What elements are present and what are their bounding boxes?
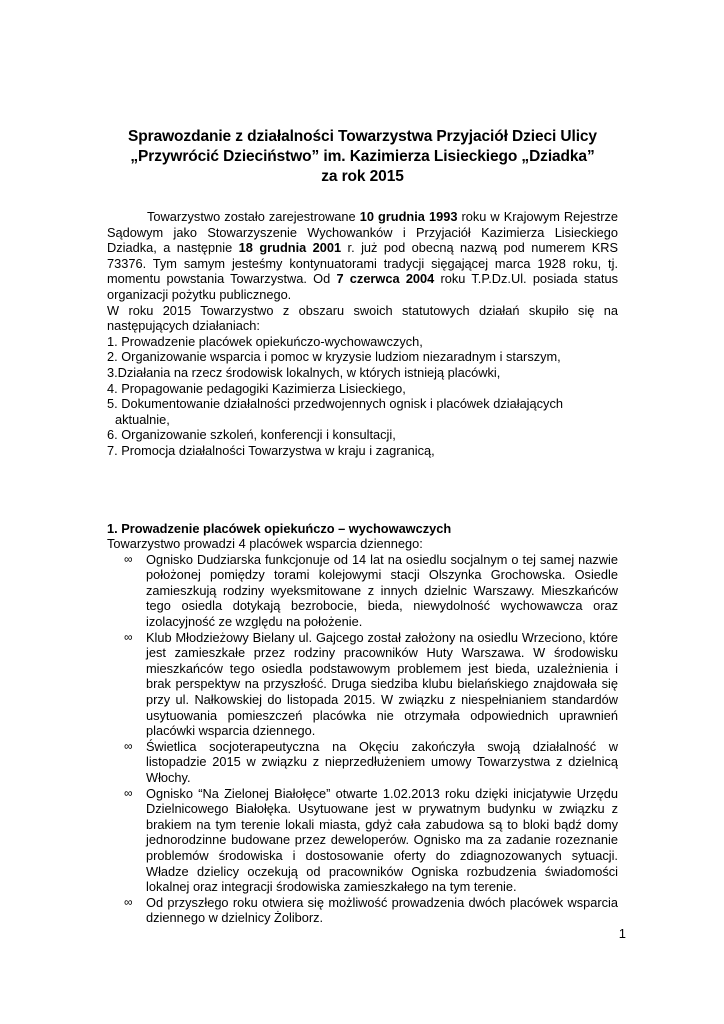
facility-item xyxy=(107,895,618,926)
facility-text: Ognisko Dudziarska funkcjonuje od 14 lat na osiedlu socjalnym o tej samej nazwie położonej pomiędzy torami kolejowymi stacji Olszynka Grochowska. Osiedle zamieszkują rodziny wyeksmitowane z innych dzielnic Warszawy. Mieszkańców tego osiedla dotykają bezrobocie, bieda, niewydolność wychowawcza oraz izolacyjność ze względu na położenie. xyxy=(146,551,618,630)
facility-text: Od przyszłego roku otwiera się możliwość prowadzenia dwóch placówek wsparcia dziennego w dzielnicy Żoliborz. xyxy=(146,894,618,926)
activity-item: 3.Działania na rzecz środowisk lokalnych, w których istnieją placówki, xyxy=(107,364,501,380)
facility-text: Klub Młodzieżowy Bielany ul. Gajcego został założony na osiedlu Wrzeciono, które jest zamieszkałe przez rodziny pracowników Huty Warszawa. W środowisku mieszkańców tego osiedla podstawowym problemem jest bieda, uzależnienia i brak perspektyw na przyszłość. Druga siedziba klubu bielańskiego znajdowała się przy ul. Nałkowskiej do listopada 2015. W związku z niespełnianiem standardów usytuowania pomieszczeń placówka nie otrzymała odpowiednich uprawnień placówki wsparcia dziennego. xyxy=(146,629,618,739)
intro-text-1: Towarzystwo zostało zarejestrowane xyxy=(147,209,360,224)
facility-item xyxy=(107,739,618,786)
page-number: 1 xyxy=(618,926,626,941)
activity-item: 7. Promocja działalności Towarzystwa w kraju i zagranicą, xyxy=(107,442,435,458)
activity-item: 4. Propagowanie pedagogiki Kazimierza Lisieckiego, xyxy=(107,380,406,396)
activities-list xyxy=(107,334,618,459)
facility-text: Świetlica socjoterapeutyczna na Okęciu zakończyła swoją działalność w listopadzie 2015 w związku z nieprzedłużeniem umowy Towarzystwa z dzielnicą Włochy. xyxy=(146,738,618,785)
activity-item: 2. Organizowanie wsparcia i pomoc w kryzysie ludziom niezaradnym i starszym, xyxy=(107,349,561,365)
section-1-intro: Towarzystwo prowadzi 4 placówek wsparcia dziennego: xyxy=(107,536,423,552)
intro-text-4: roku T.P.Dz.Ul. posiada status organizacji pożytku publicznego. xyxy=(107,271,618,302)
registration-date: 10 grudnia 1993 xyxy=(359,209,458,224)
intro-text-3: r. już pod obecną nazwą pod numerem KRS 73376. Tym samym jesteśmy kontynuatorami tradycji sięgającej marca 1928 roku, tj. momentu powstania Towarzystwa. Od xyxy=(107,240,619,287)
infinity-bullet-icon: ∞ xyxy=(124,894,133,909)
activity-item: 1. Prowadzenie placówek opiekuńczo-wychowawczych, xyxy=(107,333,423,349)
activity-5-continuation: aktualnie, xyxy=(115,411,170,427)
rename-date: 18 grudnia 2001 xyxy=(238,240,342,256)
facilities-list xyxy=(107,552,618,926)
intro-paragraph xyxy=(107,209,618,303)
infinity-bullet-icon: ∞ xyxy=(124,738,133,753)
facility-text: Ognisko “Na Zielonej Białołęce” otwarte 1.02.2013 roku dzięki inicjatywie Urzędu Dzielnicowego Białołęka. Usytuowane jest w prywatnym budynku w związku z brakiem na tym terenie lokali miasta, gdyż cała zabudowa są to bloki bądź domy jednorodzinne budowane przez deweloperów. Ognisko ma za zadanie rozeznanie problemów środowiska i dostosowanie oferty do zdiagnozowanych sytuacji. Władze dzielicy oczekują od pracowników Ogniska rozbudzenia świadomości lokalnej oraz integracji środowiska zamieszkałego na tym terenie. xyxy=(146,785,618,895)
activity-5-text: 5. Dokumentowanie działalności przedwojennych ognisk i placówek działających xyxy=(107,396,563,412)
facility-item xyxy=(107,552,618,630)
intro-text-2: roku w Krajowym Rejestrze Sądowym jako Stowarzyszenie Wychowanków i Przyjaciół Kazimierza Lisieckiego Dziadka, a następnie xyxy=(107,209,618,256)
title-line-1: Sprawozdanie z działalności Towarzystwa Przyjaciół Dzieci Ulicy xyxy=(128,128,597,145)
infinity-bullet-icon: ∞ xyxy=(124,551,133,566)
activities-intro: W roku 2015 Towarzystwo z obszaru swoich statutowych działań skupiło się na następujących działaniach: xyxy=(107,302,618,334)
title-line-2: „Przywrócić Dzieciństwo” im. Kazimierza Lisieckiego „Dziadka” xyxy=(130,148,595,165)
facility-item xyxy=(107,786,618,895)
document-page xyxy=(107,127,618,926)
facility-item xyxy=(107,630,618,739)
infinity-bullet-icon: ∞ xyxy=(124,629,133,644)
activity-item: 6. Organizowanie szkoleń, konferencji i konsultacji, xyxy=(107,427,396,443)
section-1-heading: 1. Prowadzenie placówek opiekuńczo – wychowawczych xyxy=(107,520,452,536)
infinity-bullet-icon: ∞ xyxy=(124,785,133,800)
document-title xyxy=(107,127,618,187)
opp-status-date: 7 czerwca 2004 xyxy=(336,271,435,287)
activity-item-5 xyxy=(107,396,618,427)
title-line-3: za rok 2015 xyxy=(321,168,404,185)
